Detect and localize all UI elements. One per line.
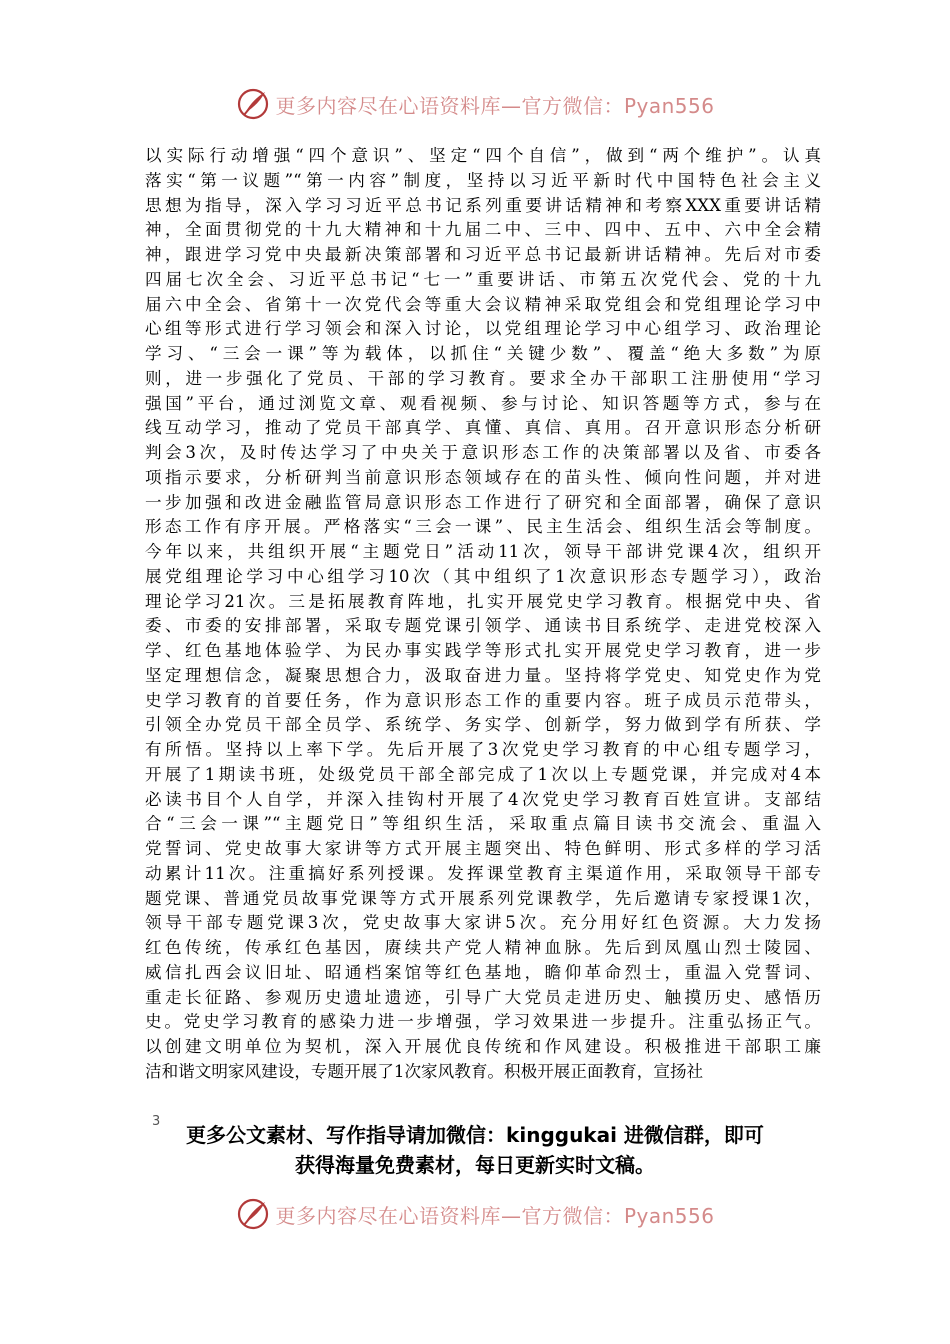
- promo-line-2: 获得海量免费素材，每日更新实时文稿。: [295, 1153, 655, 1177]
- text-line: 则，进一步强化了党员、干部的学习教育。要求全办干部职工注册使用“学习: [145, 368, 821, 388]
- text-line: 届六中全会、省第十一次党代会等重大会议精神采取党组会和党组理论学习中: [145, 294, 821, 314]
- quill-pen-logo-icon: [235, 1196, 271, 1232]
- text-line: 合“三会一课”“主题党日”等组织生活，采取重点篇目读书交流会、重温入: [145, 814, 821, 834]
- text-line: 以创建文明单位为契机，深入开展优良传统和作风建设。积极推进干部职工廉: [145, 1037, 821, 1056]
- text-line: 项指示要求，分析研判当前意识形态领域存在的苗头性、倾向性问题，并对进: [145, 467, 821, 487]
- promo-notice: [140, 1120, 810, 1180]
- text-line: 党誓词、党史故事大家讲等方式开展主题突出、特色鲜明、形式多样的学习活: [145, 839, 821, 858]
- text-line: 今年以来，共组织开展“主题党日”活动11次，领导干部讲党课4次，组织开: [145, 542, 821, 561]
- text-line: 引领全办党员干部全员学、系统学、务实学、创新学，努力做到学有所获、学: [145, 715, 821, 735]
- text-line: 坚定理想信念，凝聚思想合力，汲取奋进力量。坚持将学党史、知党史作为党: [145, 665, 821, 685]
- text-line: 学习、“三会一课”等为载体，以抓住“关键少数”、覆盖“绝大多数”为原: [145, 344, 821, 363]
- text-line: 理论学习21次。三是拓展教育阵地，扎实开展党史学习教育。根据党中央、省: [145, 591, 821, 611]
- header-watermark: [0, 82, 950, 126]
- text-line: 史学习教育的首要任务，作为意识形态工作的重要内容。班子成员示范带头，: [145, 690, 821, 710]
- text-line: 心组等形式进行学习领会和深入讨论，以党组理论学习中心组学习、政治理论: [145, 319, 821, 339]
- watermark-group: [235, 1196, 714, 1232]
- text-line: 红色传统，传承红色基因，赓续共产党人精神血脉。先后到凤凰山烈士陵园、: [145, 938, 821, 957]
- text-line: 威信扎西会议旧址、昭通档案馆等红色基地，瞻仰革命烈士，重温入党誓词、: [145, 962, 821, 982]
- text-line: 学、红色基地体验学、为民办事实践学等形式扎实开展党史学习教育，进一步: [145, 641, 821, 660]
- text-line: 重走长征路、参观历史遗址遗迹，引导广大党员走进历史、触摸历史、感悟历: [145, 987, 821, 1007]
- text-line: 有所悟。坚持以上率下学。先后开展了3次党史学习教育的中心组专题学习，: [145, 740, 821, 759]
- text-line: 一步加强和改进金融监管局意识形态工作进行了研究和全面部署，确保了意识: [145, 492, 821, 512]
- text-line: 以实际行动增强“四个意识”、坚定“四个自信”，做到“两个维护”。认真: [145, 146, 821, 165]
- footer-watermark: [0, 1192, 950, 1236]
- text-line: 形态工作有序开展。严格落实“三会一课”、民主生活会、组织生活会等制度。: [145, 517, 821, 537]
- text-line: 四届七次全会、习近平总书记“七一”重要讲话、市第五次党代会、党的十九: [145, 269, 821, 289]
- text-line: 洁和谐文明家风建设，专题开展了1次家风教育。积极开展正面教育，宣扬社: [145, 1061, 704, 1081]
- text-line: 思想为指导，深入学习习近平总书记系列重要讲话精神和考察XXX重要讲话精: [145, 195, 821, 215]
- watermark-group: [235, 86, 714, 122]
- text-line: 展党组理论学习中心组学习10次（其中组织了1次意识形态专题学习），政治: [145, 566, 821, 586]
- text-line: 动累计11次。注重搞好系列授课。发挥课堂教育主渠道作用，采取领导干部专: [145, 863, 821, 883]
- text-line: 委、市委的安排部署，采取专题党课引领学、通读书目系统学、走进党校深入: [145, 616, 821, 636]
- text-line: 史。党史学习教育的感染力进一步增强，学习效果进一步提升。注重弘扬正气。: [145, 1012, 821, 1032]
- text-line: 线互动学习，推动了党员干部真学、真懂、真信、真用。召开意识形态分析研: [145, 418, 821, 438]
- text-line: 判会3次，及时传达学习了中央关于意识形态工作的决策部署以及省、市委各: [145, 443, 821, 462]
- text-line: 落实“第一议题”“第一内容”制度，坚持以习近平新时代中国特色社会主义: [145, 170, 821, 190]
- promo-line-1: 更多公文素材、写作指导请加微信：kinggukai 进微信群，即可: [186, 1123, 764, 1147]
- text-line: 神，全面贯彻党的十九大精神和十九届二中、三中、四中、五中、六中全会精: [145, 220, 821, 240]
- text-line: 神，跟进学习党中央最新决策部署和习近平总书记最新讲话精神。先后对市委: [145, 245, 821, 264]
- watermark-text: 更多内容尽在心语资料库—官方微信：Pyan556: [275, 1203, 715, 1228]
- text-line: 必读书目个人自学，并深入挂钩村开展了4次党史学习教育百姓宣讲。支部结: [145, 789, 821, 809]
- quill-pen-logo-icon: [235, 86, 271, 122]
- text-line: 题党课、普通党员故事党课等方式开展系列党课教学，先后邀请专家授课1次，: [145, 888, 821, 908]
- text-line: 开展了1期读书班，处级党员干部全部完成了1次以上专题党课，并完成对4本: [145, 764, 821, 784]
- document-body: [145, 144, 821, 1085]
- watermark-text: 更多内容尽在心语资料库—官方微信：Pyan556: [275, 93, 715, 118]
- text-line: 强国”平台，通过浏览文章、观看视频、参与讨论、知识答题等方式，参与在: [145, 393, 821, 413]
- page-number: 3: [152, 1114, 161, 1129]
- text-line: 领导干部专题党课3次，党史故事大家讲5次。充分用好红色资源。大力发扬: [145, 913, 821, 933]
